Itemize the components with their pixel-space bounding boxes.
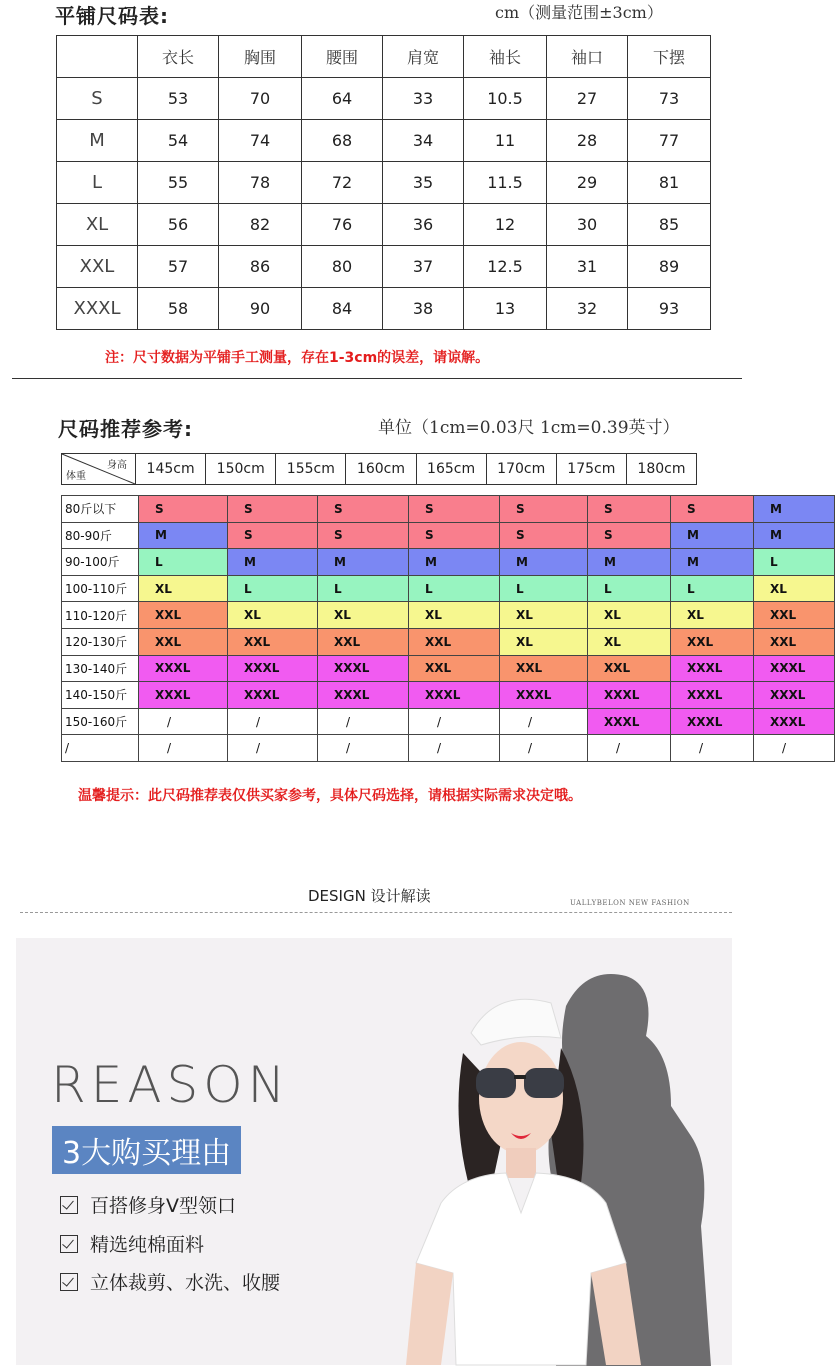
weight-label-cell: 80斤以下 [62,496,139,523]
design-title: DESIGN 设计解读 [308,887,431,905]
feature-item [60,1268,280,1295]
recommend-size-cell: L [754,549,835,576]
size-label-cell: L [57,162,138,204]
size-value-cell: 86 [219,246,302,288]
size-label-cell: XXXL [57,288,138,330]
size-value-cell: 80 [302,246,383,288]
recommend-size-cell: XXL [671,628,754,655]
recommend-size-cell: M [139,522,228,549]
size-value-cell: 30 [547,204,628,246]
recommend-size-cell: L [500,575,588,602]
feature-label: 立体裁剪、水洗、收腰 [90,1272,281,1294]
size-value-cell: 56 [138,204,219,246]
size-value-cell: 31 [547,246,628,288]
height-header-cell: 145cm [136,454,206,485]
size-value-cell: 35 [383,162,464,204]
dashed-divider [20,912,732,913]
height-header-cell: 180cm [626,454,696,485]
recommend-size-cell: / [588,735,671,762]
size-table-row [57,246,711,288]
size-value-cell: 12.5 [464,246,547,288]
recommend-row [62,575,835,602]
recommend-size-cell: XL [228,602,318,629]
recommend-row [62,549,835,576]
recommend-size-cell: / [228,708,318,735]
recommend-size-cell: XL [500,628,588,655]
size-label-cell: XL [57,204,138,246]
recommend-size-cell: XXL [139,602,228,629]
weight-label-cell: 80-90斤 [62,522,139,549]
recommend-size-cell: S [318,496,409,523]
brand-mark: UALLYBELON NEW FASHION [570,899,690,907]
recommend-row [62,655,835,682]
recommend-size-cell: XXL [318,628,409,655]
recommend-row [62,628,835,655]
feature-label: 精选纯棉面料 [90,1234,205,1256]
recommend-size-cell: XXL [754,628,835,655]
recommend-size-cell: XXXL [754,655,835,682]
recommend-size-cell: XXL [500,655,588,682]
size-table-header-cell: 袖口 [547,36,628,78]
recommend-size-cell: M [409,549,500,576]
flat-size-title: 平铺尺码表: [55,4,169,28]
hero-banner [16,938,732,1365]
recommend-size-cell: / [754,735,835,762]
recommend-size-cell: XL [588,628,671,655]
recommend-size-cell: S [228,496,318,523]
size-value-cell: 55 [138,162,219,204]
height-header-cell: 150cm [206,454,276,485]
recommend-unit: 单位（1cm=0.03尺 1cm=0.39英寸） [378,418,680,438]
recommend-size-cell: XL [409,602,500,629]
recommend-size-cell: S [139,496,228,523]
feature-item [60,1191,236,1218]
corner-weight-label: 体重 [66,471,86,482]
recommend-size-cell: XXXL [754,682,835,709]
size-value-cell: 37 [383,246,464,288]
size-value-cell: 57 [138,246,219,288]
recommend-size-cell: XL [671,602,754,629]
recommend-size-cell: XXL [228,628,318,655]
size-table [56,35,711,330]
weight-label-cell: 110-120斤 [62,602,139,629]
weight-label-cell: 140-150斤 [62,682,139,709]
weight-label-cell: / [62,735,139,762]
reasons-badge: 3大购买理由 [52,1126,241,1174]
recommend-size-cell: / [409,708,500,735]
recommend-size-cell: / [500,708,588,735]
recommend-size-cell: XL [318,602,409,629]
weight-label-cell: 150-160斤 [62,708,139,735]
recommend-title: 尺码推荐参考: [58,417,193,441]
size-table-header-cell: 衣长 [138,36,219,78]
flat-size-note: 注：尺寸数据为平铺手工测量，存在1-3cm的误差，请谅解。 [105,350,490,366]
recommend-size-cell: L [588,575,671,602]
recommend-size-cell: / [671,735,754,762]
size-table-header-cell: 腰围 [302,36,383,78]
weight-label-cell: 90-100斤 [62,549,139,576]
size-value-cell: 90 [219,288,302,330]
recommend-size-cell: XXL [588,655,671,682]
feature-label: 百搭修身V型领口 [90,1195,236,1217]
recommend-size-cell: M [754,522,835,549]
recommend-size-cell: / [318,735,409,762]
height-header-cell: 170cm [486,454,556,485]
recommend-size-cell: M [228,549,318,576]
recommend-size-cell: XXXL [671,655,754,682]
size-table-row [57,204,711,246]
recommend-size-cell: M [671,549,754,576]
checkbox-icon [60,1273,78,1291]
size-value-cell: 32 [547,288,628,330]
recommend-size-cell: XXXL [318,655,409,682]
recommend-size-cell: XXXL [139,655,228,682]
size-table-header-row [57,36,711,78]
size-value-cell: 33 [383,78,464,120]
recommend-size-cell: XXXL [139,682,228,709]
reason-heading: REASON [51,1056,291,1114]
recommend-row [62,682,835,709]
size-value-cell: 13 [464,288,547,330]
recommend-size-cell: / [500,735,588,762]
recommend-size-cell: XXXL [588,708,671,735]
size-table-header-cell: 胸围 [219,36,302,78]
recommend-size-cell: XXXL [228,655,318,682]
height-header-table [61,453,697,485]
size-value-cell: 85 [628,204,711,246]
size-value-cell: 28 [547,120,628,162]
size-label-cell: M [57,120,138,162]
size-table-row [57,120,711,162]
recommend-size-cell: S [409,522,500,549]
recommend-size-cell: L [318,575,409,602]
size-value-cell: 84 [302,288,383,330]
recommend-row [62,522,835,549]
size-value-cell: 89 [628,246,711,288]
recommend-size-cell: S [228,522,318,549]
recommend-size-cell: XL [500,602,588,629]
recommend-size-cell: S [588,496,671,523]
recommend-size-cell: XXL [754,602,835,629]
recommend-row [62,496,835,523]
recommend-size-cell: XXL [409,655,500,682]
size-table-row [57,288,711,330]
height-header-cell: 165cm [416,454,486,485]
size-value-cell: 81 [628,162,711,204]
recommend-size-cell: S [588,522,671,549]
size-value-cell: 72 [302,162,383,204]
recommend-row [62,602,835,629]
recommend-table [61,495,835,762]
recommend-size-cell: / [409,735,500,762]
recommend-size-cell: / [139,735,228,762]
recommend-size-cell: M [754,496,835,523]
recommend-size-cell: XXXL [228,682,318,709]
recommend-size-cell: S [500,496,588,523]
recommend-size-cell: XXXL [588,682,671,709]
size-value-cell: 12 [464,204,547,246]
recommend-size-cell: XXXL [500,682,588,709]
recommend-size-cell: / [139,708,228,735]
size-table-header-cell [57,36,138,78]
size-label-cell: XXL [57,246,138,288]
checkbox-icon [60,1235,78,1253]
recommend-row [62,735,835,762]
recommend-row [62,708,835,735]
size-value-cell: 10.5 [464,78,547,120]
recommend-size-cell: XL [139,575,228,602]
recommend-size-cell: S [409,496,500,523]
checkbox-icon [60,1196,78,1214]
recommend-size-cell: XXXL [409,682,500,709]
size-value-cell: 58 [138,288,219,330]
corner-height-label: 身高 [107,460,127,471]
size-table-row [57,78,711,120]
recommend-size-cell: XXXL [671,708,754,735]
flat-size-unit: cm（测量范围±3cm） [495,3,663,22]
size-value-cell: 68 [302,120,383,162]
corner-cell [62,454,136,485]
size-value-cell: 73 [628,78,711,120]
recommend-size-cell: S [318,522,409,549]
size-value-cell: 36 [383,204,464,246]
recommend-size-cell: L [409,575,500,602]
recommend-size-cell: S [671,496,754,523]
size-value-cell: 64 [302,78,383,120]
recommend-size-cell: M [671,522,754,549]
weight-label-cell: 120-130斤 [62,628,139,655]
recommend-size-cell: XXXL [754,708,835,735]
weight-label-cell: 130-140斤 [62,655,139,682]
size-value-cell: 54 [138,120,219,162]
size-value-cell: 77 [628,120,711,162]
recommend-size-cell: XXL [139,628,228,655]
size-value-cell: 29 [547,162,628,204]
size-label-cell: S [57,78,138,120]
recommend-size-cell: L [228,575,318,602]
size-value-cell: 82 [219,204,302,246]
recommend-size-cell: L [139,549,228,576]
recommend-size-cell: XL [754,575,835,602]
weight-label-cell: 100-110斤 [62,575,139,602]
section-divider [12,378,742,379]
height-header-row [62,454,697,485]
recommend-note: 温馨提示：此尺码推荐表仅供买家参考，具体尺码选择，请根据实际需求决定哦。 [78,788,582,804]
recommend-size-cell: / [318,708,409,735]
recommend-size-cell: M [500,549,588,576]
size-value-cell: 11.5 [464,162,547,204]
feature-item [60,1230,204,1257]
size-table-header-cell: 下摆 [628,36,711,78]
recommend-size-cell: XXXL [671,682,754,709]
model-photo-figure [401,963,681,1365]
size-value-cell: 53 [138,78,219,120]
size-table-row [57,162,711,204]
size-value-cell: 34 [383,120,464,162]
recommend-size-cell: / [228,735,318,762]
height-header-cell: 160cm [346,454,416,485]
size-value-cell: 70 [219,78,302,120]
size-value-cell: 27 [547,78,628,120]
recommend-size-cell: S [500,522,588,549]
recommend-size-cell: L [671,575,754,602]
recommend-size-cell: M [588,549,671,576]
height-header-cell: 175cm [556,454,626,485]
size-value-cell: 78 [219,162,302,204]
size-table-header-cell: 肩宽 [383,36,464,78]
size-value-cell: 11 [464,120,547,162]
size-value-cell: 76 [302,204,383,246]
size-table-header-cell: 袖长 [464,36,547,78]
size-value-cell: 93 [628,288,711,330]
recommend-size-cell: XL [588,602,671,629]
height-header-cell: 155cm [276,454,346,485]
recommend-size-cell: XXXL [318,682,409,709]
recommend-size-cell: XXL [409,628,500,655]
size-value-cell: 74 [219,120,302,162]
size-value-cell: 38 [383,288,464,330]
recommend-size-cell: M [318,549,409,576]
